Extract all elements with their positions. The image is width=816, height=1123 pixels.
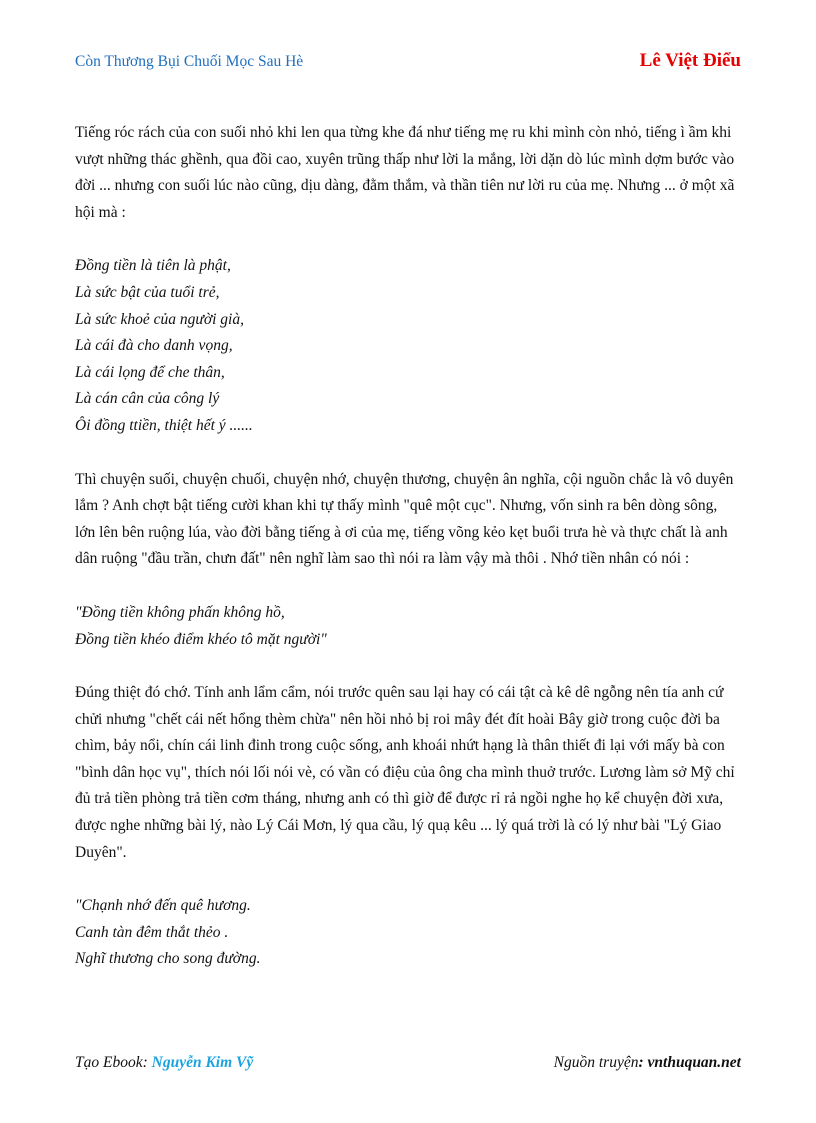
- source-label: Nguồn truyện: [553, 1054, 639, 1071]
- poem-line: Là sức bật của tuổi trẻ,: [75, 283, 220, 301]
- poem-line: Nghĩ thương cho song đường.: [75, 950, 261, 968]
- poem-line: Là cái đà cho danh vọng,: [75, 337, 233, 355]
- poem-line: Là sức khoẻ của người già,: [75, 310, 244, 328]
- source-credit: [554, 1054, 741, 1072]
- ebook-credit: [75, 1054, 253, 1072]
- poem-block: [75, 253, 741, 439]
- book-title: Còn Thương Bụi Chuối Mọc Sau Hè: [75, 53, 304, 70]
- poem-line: "Đồng tiền không phấn không hồ,: [75, 603, 285, 621]
- source-site-link[interactable]: vnthuquan.net: [647, 1054, 741, 1071]
- poem-line: Đồng tiền là tiên là phật,: [75, 257, 231, 275]
- paragraph: Đúng thiệt đó chớ. Tính anh lẩm cẩm, nói trước quên sau lại hay có cái tật cà kê dê ngỗng nên tía anh cứ chửi nhưng "chết cái nết hổng thèm chừa" nên hồi nhỏ bị roi mây đét đít hoài Bây giờ trong cuộc đời ba chìm, bảy nổi, chín cái linh đinh trong cuộc sống, anh khoái nhứt hạng là thân thiết đi lại với mấy bà con "bình dân học vụ", thích nói lối nói vè, có vần có điệu của ông cha mình thuở trước. Lương làm sở Mỹ chỉ đủ trả tiền phòng trả tiền cơm tháng, nhưng anh có thì giờ để được rỉ rả ngồi nghe họ kể chuyện đời xưa, được nghe những bài lý, nào Lý Cái Mơn, lý qua cầu, lý quạ kêu ... lý quá trời là có lý như bài "Lý Giao Duyên".: [75, 684, 735, 861]
- page-header: [75, 50, 741, 76]
- paragraph: Thì chuyện suối, chuyện chuối, chuyện nhớ, chuyện thương, chuyện ân nghĩa, cội nguồn chắc là vô duyên lắm ? Anh chợt bật tiếng cười khan khi tự thấy mình "quê một cục". Nhưng, vốn sinh ra bên dòng sông, lớn lên bên ruộng lúa, vào đời bằng tiếng à ơi của mẹ, tiếng võng kẻo kẹt buổi trưa hè và thực chất là anh dân ruộng "đầu trần, chưn đất" nên nghĩ làm sao thì nói ra làm vậy mà thôi . Nhớ tiền nhân có nói :: [75, 470, 734, 568]
- page-body: [75, 120, 741, 1000]
- poem-block: [75, 893, 741, 973]
- poem-line: Là cán cân của công lý: [75, 390, 220, 408]
- page-footer: [75, 1054, 741, 1078]
- ebook-separator: :: [142, 1054, 152, 1071]
- ebook-creator: Nguyễn Kim Vỹ: [151, 1054, 254, 1071]
- source-separator: :: [638, 1054, 648, 1071]
- poem-line: Là cái lọng để che thân,: [75, 363, 225, 381]
- poem-line: "Chạnh nhớ đến quê hương.: [75, 897, 251, 915]
- ebook-label: Tạo Ebook: [75, 1054, 143, 1071]
- poem-line: Đồng tiền khéo điểm khéo tô mặt người": [75, 630, 327, 648]
- paragraph: Tiếng róc rách của con suối nhỏ khi len qua từng khe đá như tiếng mẹ ru khi mình còn nhỏ, tiếng ì ầm khi vượt những thác ghềnh, qua đồi cao, xuyên trũng thấp như lời la mắng, lời dặn dò lúc mình dợm bước vào đời ... nhưng con suối lúc nào cũng, dịu dàng, đằm thắm, và thần tiên nư lời ru của mẹ. Nhưng ... ở một xã hội mà :: [75, 124, 735, 221]
- author-name: Lê Việt Điểu: [639, 50, 741, 71]
- poem-line: Ôi đồng ttiền, thiệt hết ý ......: [75, 416, 253, 434]
- quote-block: [75, 600, 741, 653]
- poem-line: Canh tàn đêm thắt thẻo .: [75, 923, 229, 941]
